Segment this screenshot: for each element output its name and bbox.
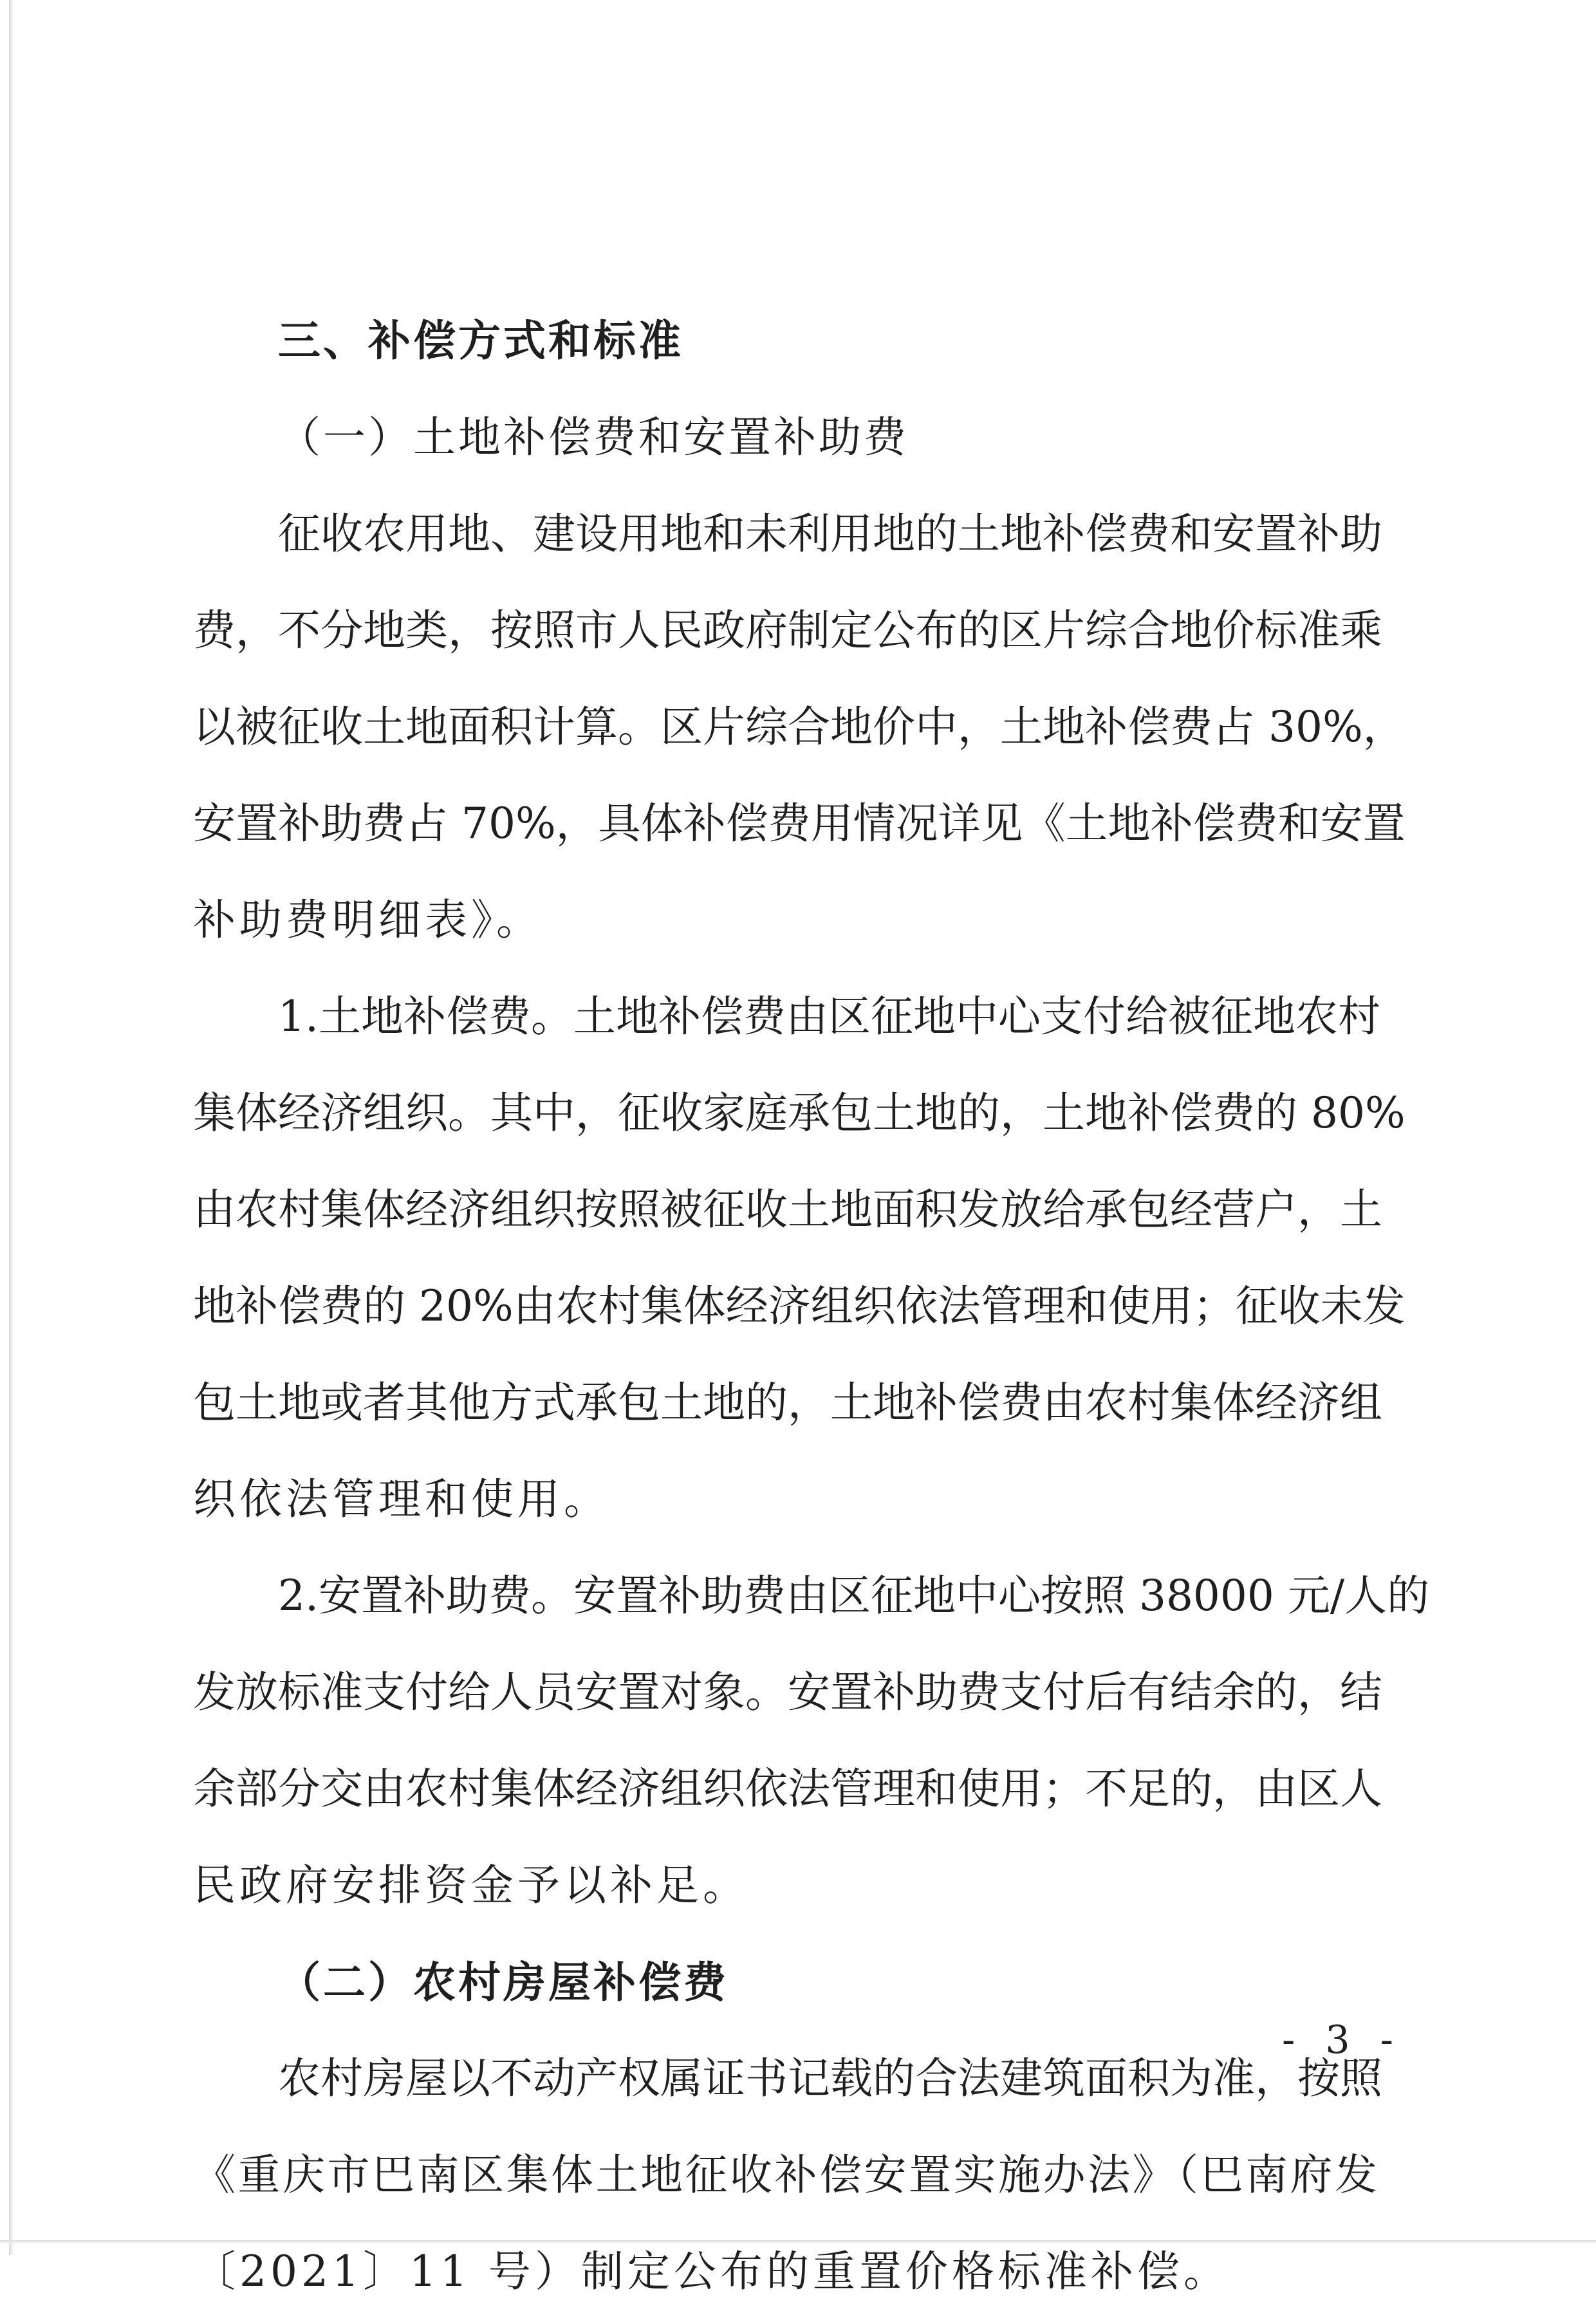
- paragraph-2: [193, 969, 1406, 1548]
- paragraph-line: 〔2021〕11 号）制定公布的重置价格标准补偿。: [193, 2247, 1230, 2296]
- paragraph-line: 1.土地补偿费。土地补偿费由区征地中心支付给被征地农村: [278, 992, 1380, 1041]
- paragraph-line: 地补偿费的 20%由农村集体经济组织依法管理和使用；征收未发: [193, 1281, 1406, 1331]
- paragraph-line: 补助费明细表》。: [193, 895, 543, 945]
- page-number: - 3 -: [1282, 2018, 1402, 2063]
- paragraph-line: 由农村集体经济组织按照被征收土地面积发放给承包经营户，土: [193, 1185, 1382, 1234]
- paragraph-line: 征收农用地、建设用地和未利用地的土地补偿费和安置补助: [278, 509, 1382, 559]
- paragraph-line: 以被征收土地面积计算。区片综合地价中，土地补偿费占 30%，: [193, 702, 1406, 752]
- document-body: [193, 293, 1430, 2320]
- paragraph-line: 《重庆市巴南区集体土地征收补偿安置实施办法》（巴南府发: [193, 2150, 1377, 2200]
- paragraph-line: 民政府安排资金予以补足。: [193, 1861, 749, 1910]
- paragraph-line: 包土地或者其他方式承包土地的，土地补偿费由农村集体经济组: [193, 1378, 1382, 1427]
- paragraph-4: [193, 2030, 1382, 2320]
- section-heading: 三、补偿方式和标准: [278, 316, 683, 366]
- paragraph-3: [193, 1548, 1430, 1934]
- paragraph-1: [193, 486, 1406, 969]
- paragraph-line: 安置补助费占 70%，具体补偿费用情况详见《土地补偿费和安置: [193, 799, 1406, 848]
- paragraph-line: 集体经济组织。其中，征收家庭承包土地的，土地补偿费的 80%: [193, 1088, 1406, 1138]
- paragraph-line: 2.安置补助费。安置补助费由区征地中心按照 38000 元/人的: [278, 1571, 1430, 1620]
- paragraph-line: 费，不分地类，按照市人民政府制定公布的区片综合地价标准乘: [193, 606, 1382, 655]
- paragraph-line: 余部分交由农村集体经济组织依法管理和使用；不足的，由区人: [193, 1764, 1382, 1814]
- scan-edge-left: [9, 0, 13, 2255]
- paragraph-line: 农村房屋以不动产权属证书记载的合法建筑面积为准，按照: [278, 2054, 1382, 2103]
- subsection-1-heading: （一）土地补偿费和安置补助费: [278, 413, 909, 462]
- subsection-2-heading: （二）农村房屋补偿费: [278, 1957, 728, 2007]
- paragraph-line: 发放标准支付给人员安置对象。安置补助费支付后有结余的，结: [193, 1667, 1382, 1717]
- paragraph-line: 织依法管理和使用。: [193, 1474, 610, 1524]
